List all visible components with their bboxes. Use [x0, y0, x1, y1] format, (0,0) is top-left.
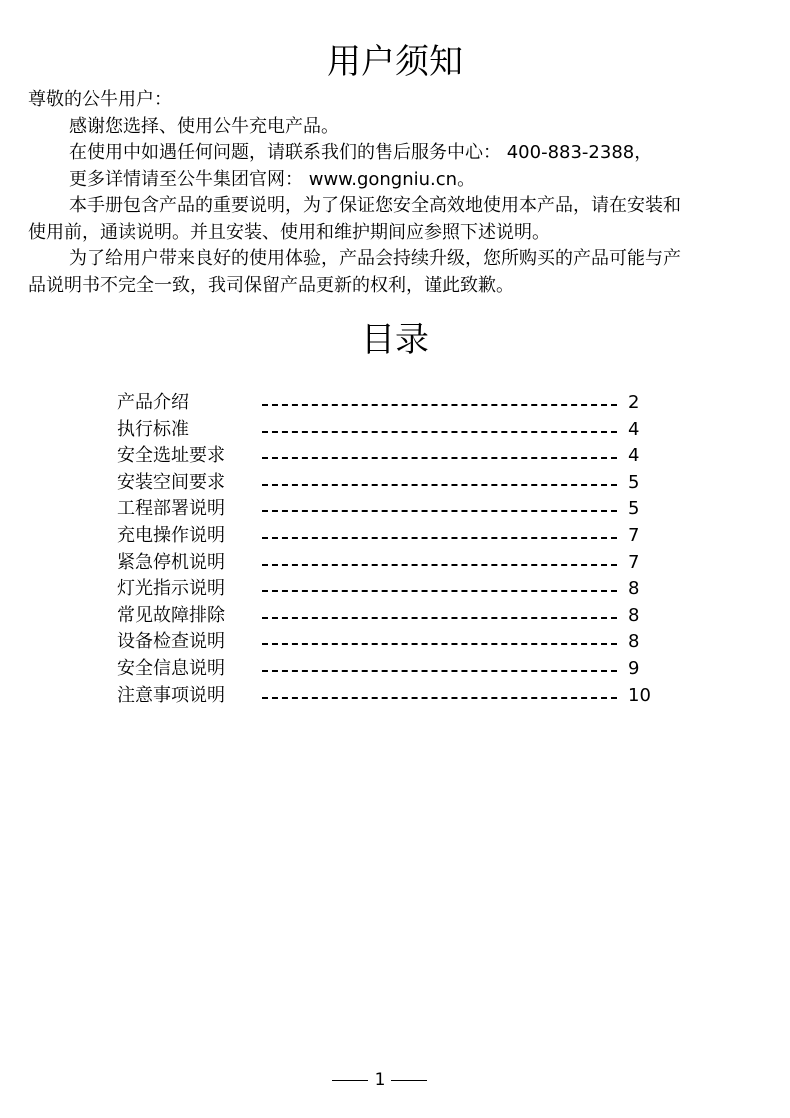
toc-dot-leader — [262, 484, 617, 486]
toc-entry-deployment[interactable] — [117, 496, 677, 523]
toc-entry-troubleshooting[interactable] — [117, 603, 677, 630]
footer-rule-right — [391, 1080, 427, 1081]
table-of-contents — [117, 390, 677, 709]
toc-entry-label: 充电操作说明 — [117, 524, 225, 546]
notice-title: 用户须知 — [327, 42, 463, 82]
toc-entry-page: 4 — [628, 445, 640, 467]
toc-entry-page: 5 — [628, 471, 640, 493]
toc-entry-light-indicator[interactable] — [117, 576, 677, 603]
notice-line: 为了给用户带来良好的使用体验，产品会持续升级，您所购买的产品可能与产 — [69, 248, 681, 269]
toc-entry-charging-operation[interactable] — [117, 523, 677, 550]
toc-entry-page: 5 — [628, 498, 640, 520]
toc-dot-leader — [262, 617, 617, 619]
notice-line: 感谢您选择、使用公牛充电产品。 — [69, 115, 339, 137]
toc-entry-label: 注意事项说明 — [117, 684, 225, 706]
toc-dot-leader — [262, 457, 617, 459]
notice-line: 品说明书不完全一致，我司保留产品更新的权利，谨此致歉。 — [28, 274, 514, 296]
toc-entry-page: 2 — [628, 392, 640, 413]
toc-dot-leader — [262, 537, 617, 539]
toc-entry-site-selection[interactable] — [117, 443, 677, 470]
notice-line: 使用前，通读说明。并且安装、使用和维护期间应参照下述说明。 — [28, 221, 550, 243]
toc-entry-label: 常见故障排除 — [117, 604, 225, 626]
page-number: 1 — [374, 1070, 386, 1090]
toc-entry-install-space[interactable] — [117, 470, 677, 497]
toc-dot-leader — [262, 564, 617, 566]
toc-entry-page: 8 — [628, 604, 640, 626]
toc-entry-label: 安装空间要求 — [117, 471, 225, 493]
greeting: 尊敬的公牛用户： — [28, 89, 172, 110]
toc-entry-page: 8 — [628, 578, 640, 600]
toc-entry-label: 紧急停机说明 — [117, 551, 225, 573]
toc-dot-leader — [262, 510, 617, 512]
notice-line-website: 更多详情请至公牛集团官网： www.gongniu.cn。 — [69, 168, 476, 190]
toc-entry-equipment-check[interactable] — [117, 629, 677, 656]
toc-dot-leader — [262, 431, 617, 433]
toc-entry-label: 产品介绍 — [117, 392, 189, 413]
toc-entry-label: 安全选址要求 — [117, 445, 225, 467]
toc-entry-page: 8 — [628, 631, 640, 653]
toc-title: 目录 — [361, 320, 429, 360]
page-footer — [0, 1068, 790, 1092]
toc-entry-standards[interactable] — [117, 417, 677, 444]
notice-line: 本手册包含产品的重要说明，为了保证您安全高效地使用本产品，请在安装和 — [69, 195, 681, 216]
toc-entry-page: 7 — [628, 524, 640, 546]
toc-entry-label: 执行标准 — [117, 418, 189, 440]
footer-rule-left — [332, 1080, 368, 1081]
toc-entry-page: 9 — [628, 657, 640, 679]
toc-dot-leader — [262, 404, 617, 406]
toc-entry-label: 设备检查说明 — [117, 631, 225, 653]
toc-entry-emergency-stop[interactable] — [117, 550, 677, 577]
notice-line-contact: 在使用中如遇任何问题，请联系我们的售后服务中心： 400-883-2388， — [69, 142, 653, 163]
toc-entry-page: 4 — [628, 418, 640, 440]
toc-entry-product-intro[interactable] — [117, 390, 677, 417]
toc-entry-safety-info[interactable] — [117, 656, 677, 683]
toc-dot-leader — [262, 697, 617, 699]
toc-entry-label: 灯光指示说明 — [117, 578, 225, 600]
toc-dot-leader — [262, 643, 617, 645]
toc-entry-label: 工程部署说明 — [117, 498, 225, 520]
toc-entry-precautions[interactable] — [117, 683, 677, 710]
toc-entry-page: 10 — [628, 684, 651, 706]
toc-dot-leader — [262, 670, 617, 672]
toc-entry-label: 安全信息说明 — [117, 657, 225, 679]
toc-entry-page: 7 — [628, 551, 640, 573]
toc-dot-leader — [262, 590, 617, 592]
